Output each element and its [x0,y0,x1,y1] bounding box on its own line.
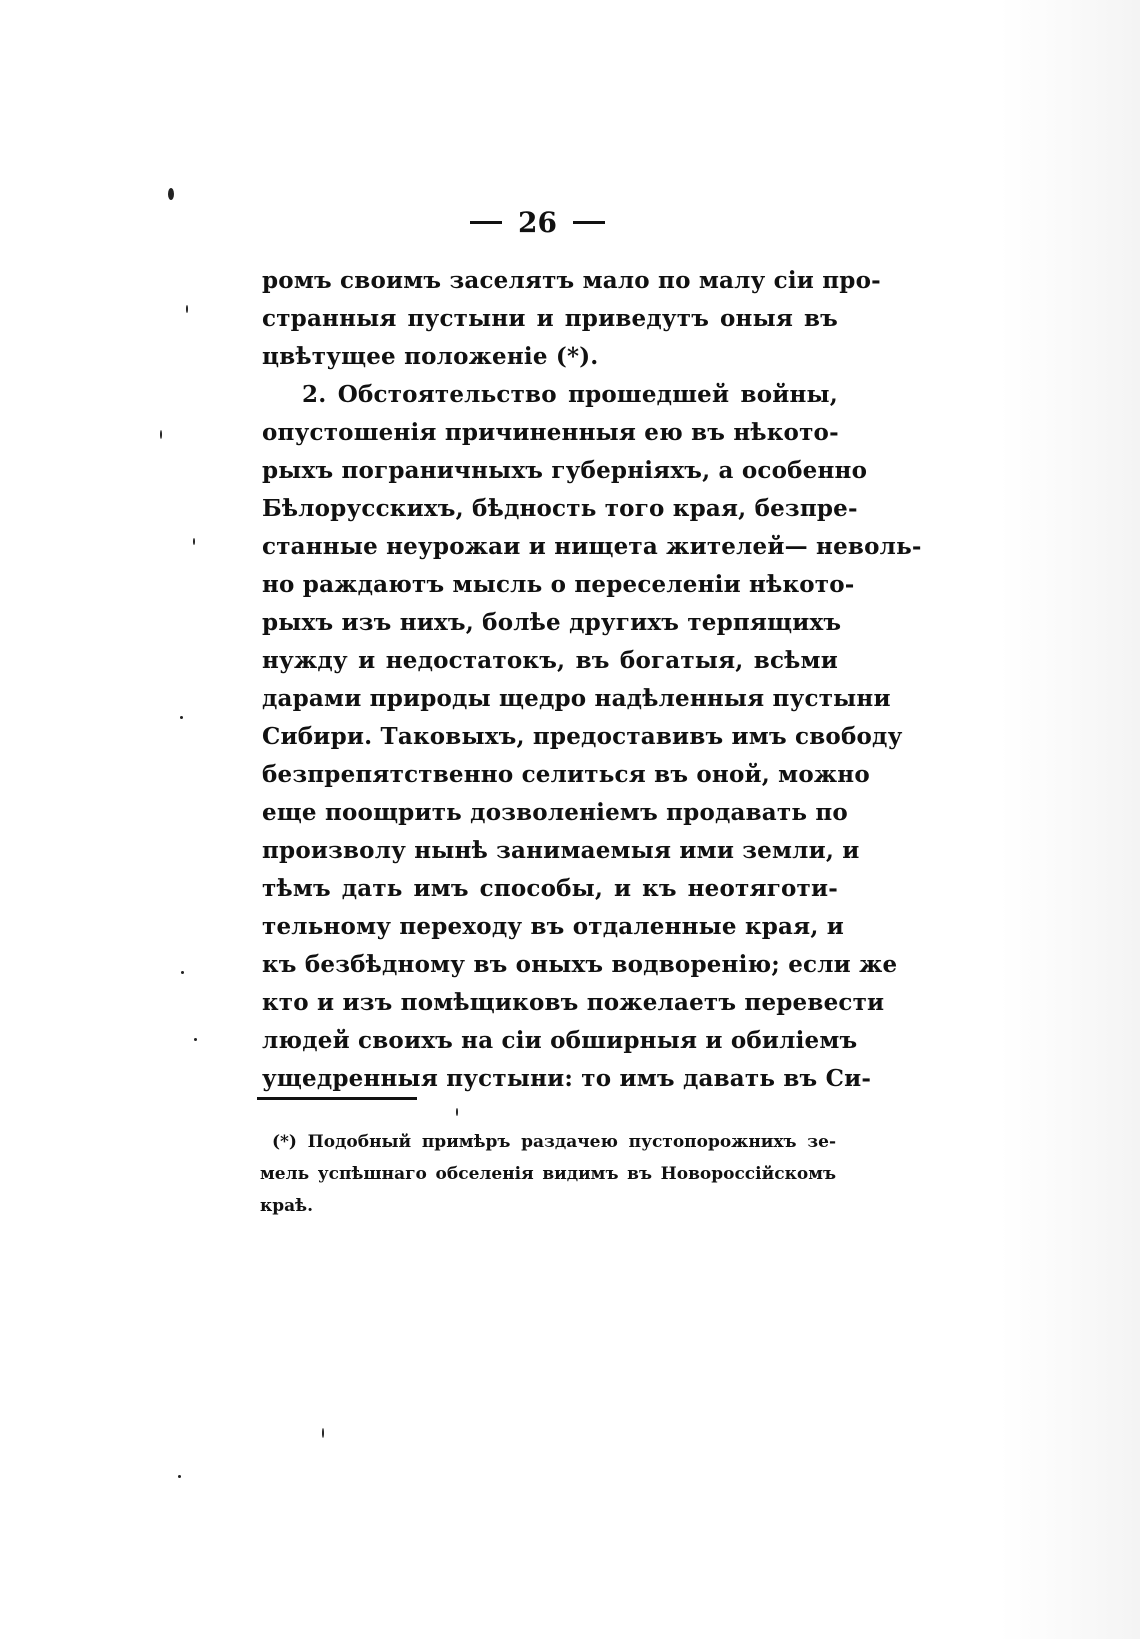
text-line: къ безбѣдному въ оныхъ водворенію; если же [262,951,898,978]
main-text [262,262,922,1098]
left-dash [470,221,502,224]
text-line: рыхъ изъ нихъ, болѣе другихъ терпящихъ [262,609,842,636]
text-line: нужду и недостатокъ, въ богатыя, всѣми [262,647,838,674]
text-line: 2. Обстоятельство прошедшей войны, [302,381,838,408]
text-line: Сибири. Таковыхъ, предоставивъ имъ свободу [262,723,903,750]
text-line: произволу нынѣ занимаемыя ими земли, и [262,837,860,864]
text-line: Бѣлорусскихъ, бѣдность того края, безпре- [262,495,858,522]
footnote-line: краѣ. [260,1196,314,1216]
text-line: кто и изъ помѣщиковъ пожелаетъ перевести [262,989,885,1016]
footnote [260,1126,836,1222]
text-line: рыхъ пограничныхъ губерніяхъ, а особенно [262,457,868,484]
scan-speck [178,1475,181,1478]
footnote-separator [257,1097,417,1100]
footnote-line: (*) Подобный примѣръ раздачею пустопорожнихъ зе- [272,1132,836,1152]
text-line: станные неурожаи и нищета жителей— неволь- [262,533,922,560]
scan-speck [180,716,183,719]
scan-speck [322,1428,324,1438]
footnote-line: мель успѣшнаго обселенія видимъ въ Новороссійскомъ [260,1164,836,1184]
text-line: опустошенія причиненныя ею въ нѣкото- [262,419,839,446]
page-number-header [470,202,670,242]
text-line: странныя пустыни и приведутъ оныя въ [262,305,838,332]
scan-speck [160,430,162,439]
text-line: безпрепятственно селиться въ оной, можно [262,761,870,788]
text-line: тельному переходу въ отдаленные края, и [262,913,845,940]
text-line: людей своихъ на сіи обширныя и обиліемъ [262,1027,858,1054]
text-line: тѣмъ дать имъ способы, и къ неотяготи- [262,875,838,902]
text-line: еще поощрить дозволеніемъ продавать по [262,799,848,826]
scan-speck [456,1108,458,1116]
scan-speck [194,1038,197,1041]
text-line: ромъ своимъ заселятъ мало по малу сіи про- [262,267,881,294]
scan-speck [186,305,188,313]
text-line: но раждаютъ мысль о переселеніи нѣкото- [262,571,855,598]
text-line: дарами природы щедро надѣленныя пустыни [262,685,891,712]
text-line: цвѣтущее положеніе (*). [262,343,599,370]
right-dash [573,221,605,224]
text-line: ущедренныя пустыни: то имъ давать въ Си- [262,1065,872,1092]
page-number: 26 [518,205,557,239]
scan-speck [193,538,195,545]
scan-speck [168,188,174,200]
scan-edge-shading [1000,0,1140,1639]
scan-speck [181,971,184,974]
